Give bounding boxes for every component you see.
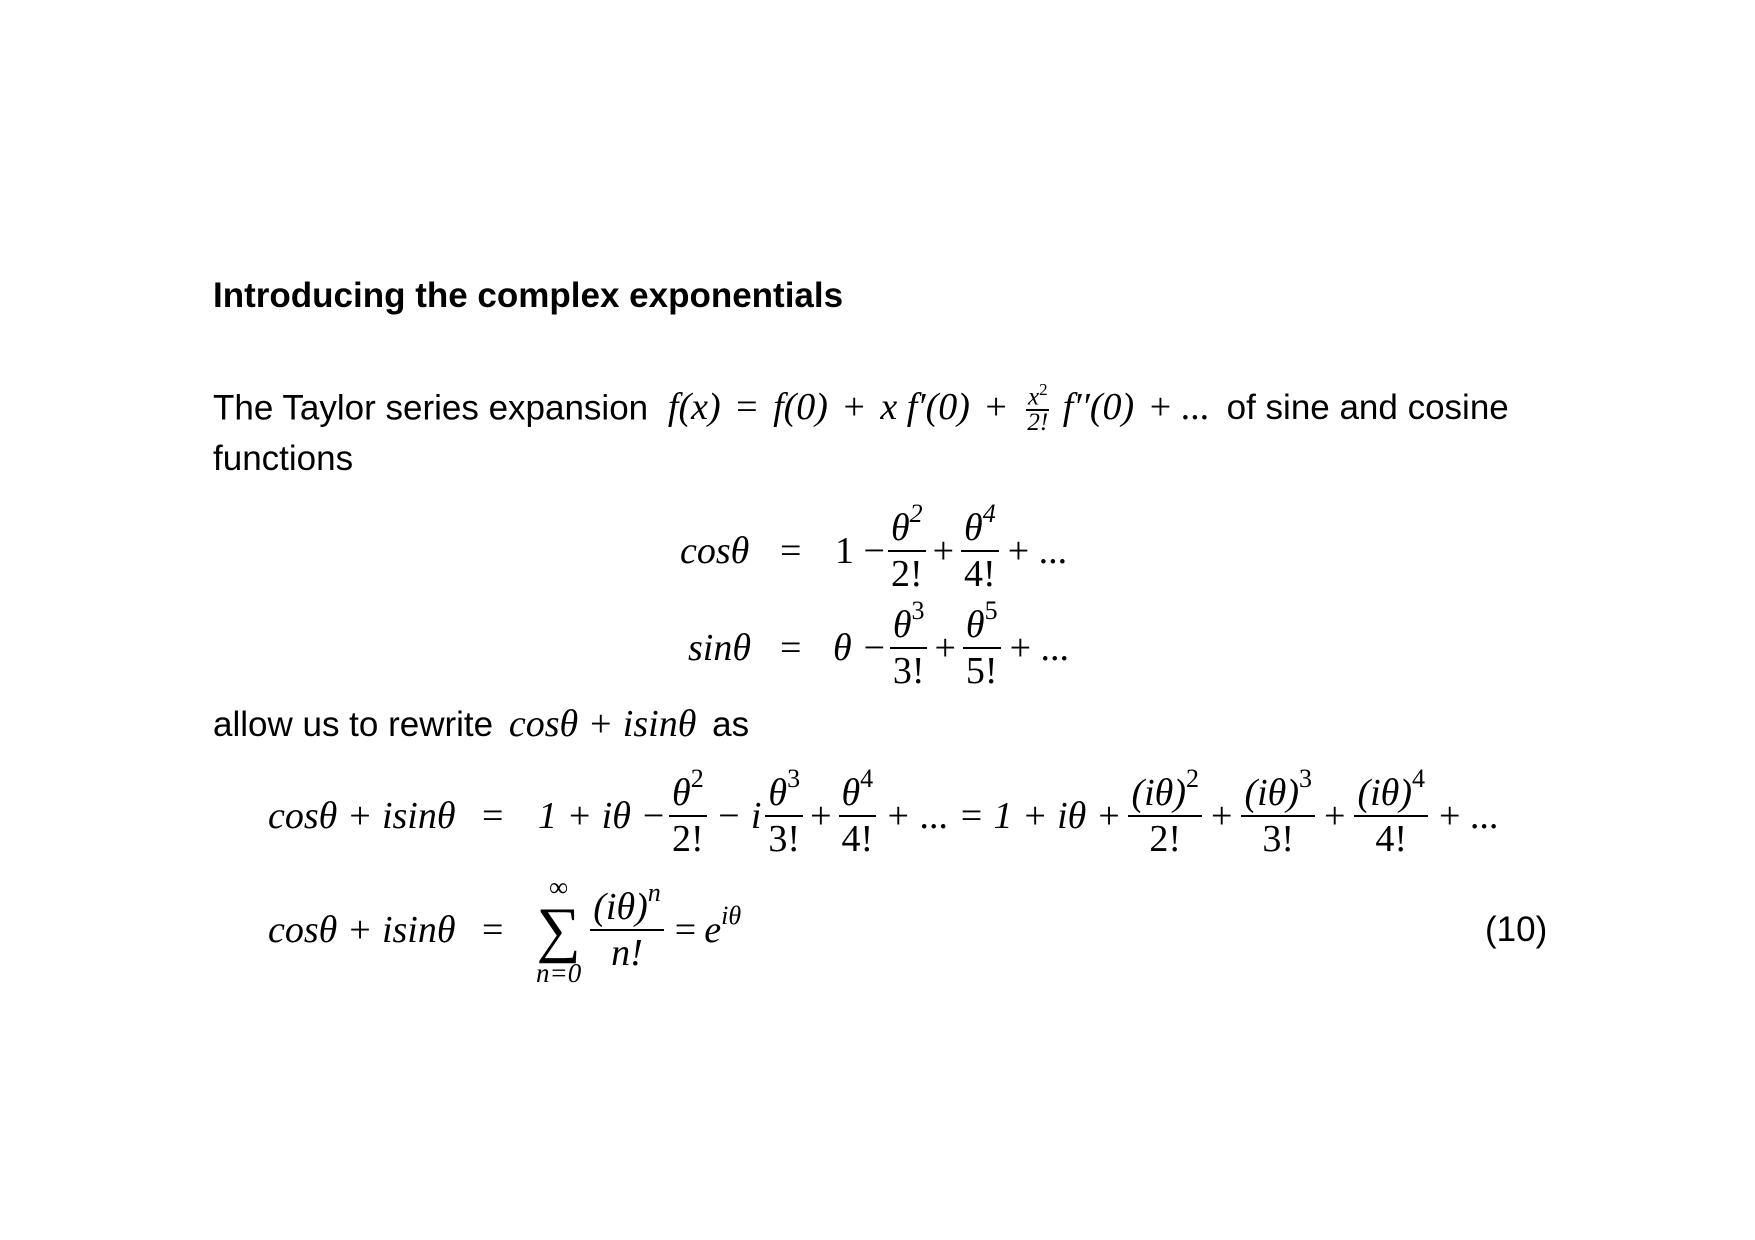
sum-upper-limit: ∞ xyxy=(548,872,569,902)
operator: + xyxy=(934,627,956,669)
taylor-paragraph-line-2: functions xyxy=(213,439,354,478)
frac-numerator: (iθ) xyxy=(1244,772,1299,814)
rhs-tail: + ... xyxy=(1007,530,1068,572)
eq-rhs xyxy=(534,870,741,990)
summation xyxy=(536,873,581,987)
frac-exponent: 5 xyxy=(984,596,998,626)
operator: − i xyxy=(715,795,762,837)
eq-lhs: cosθ xyxy=(680,530,750,572)
taylor-paragraph-line-1 xyxy=(213,382,1509,439)
frac-denominator: 2! xyxy=(1149,818,1182,860)
frac-numerator: θ xyxy=(965,604,985,646)
eq-lhs: cosθ + isinθ xyxy=(268,909,456,951)
frac-exponent: 4 xyxy=(982,499,996,529)
formula-fx: f(x) xyxy=(667,386,721,429)
frac-denominator: 4! xyxy=(841,818,874,860)
fraction xyxy=(963,596,1001,693)
operator: + xyxy=(810,795,832,837)
frac-numerator: θ xyxy=(672,772,691,814)
fraction xyxy=(890,596,928,693)
eq-rhs xyxy=(538,766,1498,866)
frac-exponent: 2 xyxy=(1186,764,1200,794)
formula-f-double-prime: f′′(0) xyxy=(1062,386,1135,429)
exponential xyxy=(704,901,742,952)
fraction xyxy=(839,764,877,861)
eq-lhs: sinθ xyxy=(688,627,752,669)
frac-exponent: 2 xyxy=(1039,380,1048,399)
fraction xyxy=(1128,764,1202,861)
frac-denominator: 2! xyxy=(672,818,704,860)
frac-exponent: 3 xyxy=(787,764,801,794)
frac-numerator: θ xyxy=(841,772,861,814)
paragraph-lead-text: allow us to rewrite xyxy=(213,705,494,744)
frac-denominator: 3! xyxy=(768,818,801,860)
rhs-middle: + ... = 1 + iθ + xyxy=(885,795,1122,837)
exp-exponent: iθ xyxy=(721,901,742,931)
frac-numerator: (iθ) xyxy=(1131,772,1187,814)
operator: + xyxy=(932,530,955,572)
operator: + xyxy=(1324,795,1346,837)
taylor-formula xyxy=(667,380,1219,437)
rhs-tail: + ... xyxy=(1009,627,1070,669)
fraction xyxy=(590,878,664,975)
equation-expansion xyxy=(0,766,1755,866)
frac-denominator: 5! xyxy=(965,650,998,692)
fraction xyxy=(1241,764,1315,861)
frac-numerator: (iθ) xyxy=(1357,772,1412,814)
paragraph-trail-text: of sine and cosine xyxy=(1226,388,1509,428)
frac-numerator: θ xyxy=(768,772,788,814)
formula-equals: = xyxy=(736,386,758,429)
equation-sin-series xyxy=(0,598,1755,698)
equation-number: (10) xyxy=(1485,910,1548,949)
frac-exponent: 3 xyxy=(911,596,925,626)
frac-denominator: 4! xyxy=(964,553,996,595)
rhs-start: 1 − xyxy=(835,530,885,572)
frac-exponent: n xyxy=(647,878,661,908)
paragraph-trail-text: as xyxy=(712,705,750,744)
operator: = xyxy=(674,909,697,951)
eq-rhs xyxy=(835,501,1067,601)
frac-exponent: 4 xyxy=(1411,764,1425,794)
frac-numerator: (iθ) xyxy=(593,886,648,928)
rhs-start: θ − xyxy=(833,627,887,669)
equation-euler-sum xyxy=(0,870,1755,990)
inline-math: cosθ + isinθ xyxy=(508,703,697,745)
frac-exponent: 2 xyxy=(909,499,923,529)
frac-numerator: θ xyxy=(964,507,983,549)
frac-exponent: 3 xyxy=(1299,764,1312,794)
formula-plus: + xyxy=(843,386,865,429)
formula-tail: + ... xyxy=(1149,386,1210,429)
formula-x-fprime: x f′(0) xyxy=(880,386,970,429)
frac-numerator: θ xyxy=(890,507,910,549)
section-heading: Introducing the complex exponentials xyxy=(213,276,844,315)
formula-plus: + xyxy=(985,386,1007,429)
frac-numerator: x xyxy=(1027,383,1040,411)
frac-denominator: 3! xyxy=(892,650,925,692)
paragraph-lead-text: The Taylor series expansion xyxy=(213,388,649,428)
inline-fraction-x2-over-2fact xyxy=(1026,378,1049,435)
rhs-start: 1 + iθ − xyxy=(538,795,667,837)
formula-f0: f(0) xyxy=(773,386,828,429)
equation-cos-series xyxy=(0,501,1755,601)
eq-equals: = xyxy=(780,530,802,572)
frac-denominator: n! xyxy=(611,932,643,974)
frac-numerator: θ xyxy=(892,604,912,646)
rhs-tail: + ... xyxy=(1438,795,1499,837)
eq-equals: = xyxy=(780,627,802,669)
frac-denominator: 2! xyxy=(890,553,923,595)
rewrite-paragraph xyxy=(213,702,749,747)
eq-lhs: cosθ + isinθ xyxy=(268,795,456,837)
exp-base: e xyxy=(704,909,722,951)
sigma-symbol: ∑ xyxy=(536,896,581,964)
eq-rhs xyxy=(833,598,1069,698)
eq-equals: = xyxy=(482,795,504,837)
frac-denominator: 4! xyxy=(1375,818,1408,860)
frac-exponent: 2 xyxy=(690,764,704,794)
fraction xyxy=(765,764,803,861)
fraction xyxy=(961,499,999,596)
frac-denominator: 3! xyxy=(1262,818,1295,860)
frac-denominator: 2! xyxy=(1027,409,1049,437)
fraction xyxy=(888,499,926,596)
fraction xyxy=(1354,764,1428,861)
fraction xyxy=(669,764,707,861)
sum-lower-limit: n=0 xyxy=(536,958,582,988)
eq-equals: = xyxy=(482,909,504,951)
operator: + xyxy=(1211,795,1233,837)
frac-exponent: 4 xyxy=(860,764,874,794)
